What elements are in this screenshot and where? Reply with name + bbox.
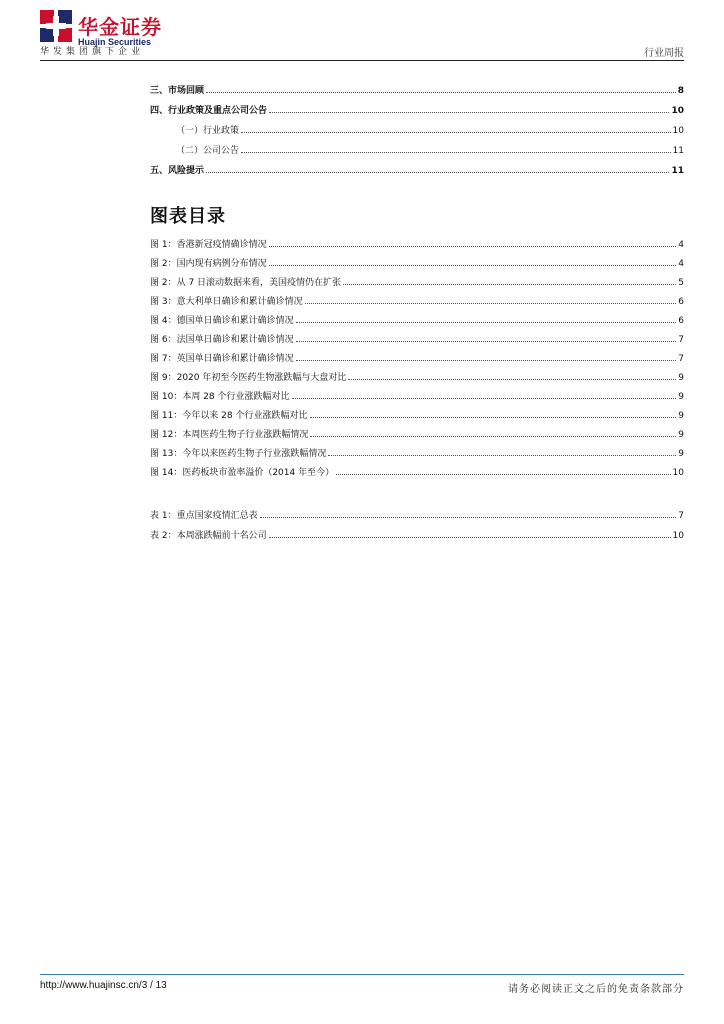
leader-dots <box>343 283 676 285</box>
leader-dots <box>269 536 671 538</box>
toc-entry-text: 五、风险提示 <box>150 166 205 176</box>
leader-dots <box>336 473 670 475</box>
toc-entry-text: （一）行业政策 <box>176 126 240 136</box>
figure-entry-page: 9 <box>678 449 684 459</box>
figure-entry-text: 图 9：2020 年初至今医药生物涨跌幅与大盘对比 <box>150 373 347 383</box>
figure-entry[interactable] <box>150 427 684 441</box>
figure-entry-page: 4 <box>678 259 684 269</box>
leader-dots <box>310 416 677 418</box>
toc-entry-page: 10 <box>671 106 684 116</box>
figure-entry-text: 图 7：英国单日确诊和累计确诊情况 <box>150 354 294 364</box>
figure-entry-text: 图 6：法国单日确诊和累计确诊情况 <box>150 335 294 345</box>
leader-dots <box>269 111 669 113</box>
table-entry-page: 10 <box>672 531 684 541</box>
toc-entry-text: 四、行业政策及重点公司公告 <box>150 106 268 116</box>
figure-entry-text: 图 2：国内现有病例分布情况 <box>150 259 267 269</box>
figure-entry-text: 图 10：本周 28 个行业涨跌幅对比 <box>150 392 290 402</box>
report-type: 行业周报 <box>644 48 684 59</box>
toc-entry[interactable] <box>150 83 684 97</box>
leader-dots <box>206 171 669 173</box>
figure-entry[interactable] <box>150 465 684 479</box>
figure-entry[interactable] <box>150 256 684 270</box>
toc-entry-page: 8 <box>677 86 684 96</box>
toc-entry[interactable] <box>150 103 684 117</box>
leader-dots <box>269 264 677 266</box>
figure-entry-page: 4 <box>678 240 684 250</box>
figure-entry-page: 9 <box>678 373 684 383</box>
brand-name-cn: 华金证券 <box>78 15 162 39</box>
toc-entry-text: （二）公司公告 <box>176 146 240 156</box>
figure-entry-page: 6 <box>678 297 684 307</box>
leader-dots <box>206 91 676 93</box>
figure-entry[interactable] <box>150 294 684 308</box>
leader-dots <box>260 516 677 518</box>
figure-entry[interactable] <box>150 370 684 384</box>
table-entry[interactable] <box>150 528 684 542</box>
figure-entry-text: 图 1：香港新冠疫情确诊情况 <box>150 240 267 250</box>
figure-entry-page: 9 <box>678 411 684 421</box>
leader-dots <box>305 302 677 304</box>
header-divider <box>40 60 684 61</box>
toc-entry[interactable] <box>150 163 684 177</box>
figure-entry-text: 图 2：从 7 日滚动数据来看，美国疫情仍在扩张 <box>150 278 342 288</box>
figure-entry[interactable] <box>150 389 684 403</box>
leader-dots <box>296 359 677 361</box>
toc-entry[interactable] <box>150 143 684 157</box>
figure-entry[interactable] <box>150 408 684 422</box>
figure-entry-text: 图 14：医药板块市盈率溢价（2014 年至今） <box>150 468 335 478</box>
toc-entry-page: 11 <box>672 146 684 156</box>
leader-dots <box>241 131 671 133</box>
figure-entry-text: 图 3：意大利单日确诊和累计确诊情况 <box>150 297 303 307</box>
figure-entry-text: 图 13：今年以来医药生物子行业涨跌幅情况 <box>150 449 327 459</box>
figure-entry-page: 7 <box>678 335 684 345</box>
figures-section-title: 图表目录 <box>150 206 226 227</box>
figure-entry[interactable] <box>150 275 684 289</box>
toc-entry-page: 11 <box>671 166 684 176</box>
footer-disclaimer: 请务必阅读正文之后的免责条款部分 <box>508 984 684 995</box>
figure-entry-text: 图 12：本周医药生物子行业涨跌幅情况 <box>150 430 309 440</box>
figure-entry-page: 9 <box>678 392 684 402</box>
leader-dots <box>310 435 676 437</box>
leader-dots <box>328 454 676 456</box>
table-entry[interactable] <box>150 508 684 522</box>
figure-entry[interactable] <box>150 446 684 460</box>
figure-entry-page: 10 <box>672 468 684 478</box>
figure-entry-text: 图 4：德国单日确诊和累计确诊情况 <box>150 316 294 326</box>
figure-entry-page: 9 <box>678 430 684 440</box>
figure-entry[interactable] <box>150 313 684 327</box>
footer-divider <box>40 974 684 975</box>
huajin-logo-icon <box>40 10 72 42</box>
leader-dots <box>296 321 677 323</box>
figure-entry[interactable] <box>150 332 684 346</box>
figure-entry-text: 图 11：今年以来 28 个行业涨跌幅对比 <box>150 411 308 421</box>
figure-entry-page: 7 <box>678 354 684 364</box>
leader-dots <box>269 245 677 247</box>
table-entry-text: 表 1：重点国家疫情汇总表 <box>150 511 258 521</box>
figure-entry[interactable] <box>150 351 684 365</box>
toc-entry[interactable] <box>150 123 684 137</box>
figure-entry-page: 5 <box>678 278 684 288</box>
leader-dots <box>292 397 677 399</box>
toc-entry-page: 10 <box>672 126 684 136</box>
table-entry-page: 7 <box>678 511 684 521</box>
figure-entry[interactable] <box>150 237 684 251</box>
brand-name-en: Huajin Securities <box>78 37 152 47</box>
toc-entry-text: 三、市场回顾 <box>150 86 205 96</box>
table-entry-text: 表 2：本周涨跌幅前十名公司 <box>150 531 267 541</box>
footer-url-page: http://www.huajinsc.cn/3 / 13 <box>40 980 167 991</box>
leader-dots <box>296 340 677 342</box>
group-tagline: 华发集团旗下企业 <box>40 47 145 57</box>
leader-dots <box>348 378 676 380</box>
leader-dots <box>241 151 671 153</box>
figure-entry-page: 6 <box>678 316 684 326</box>
